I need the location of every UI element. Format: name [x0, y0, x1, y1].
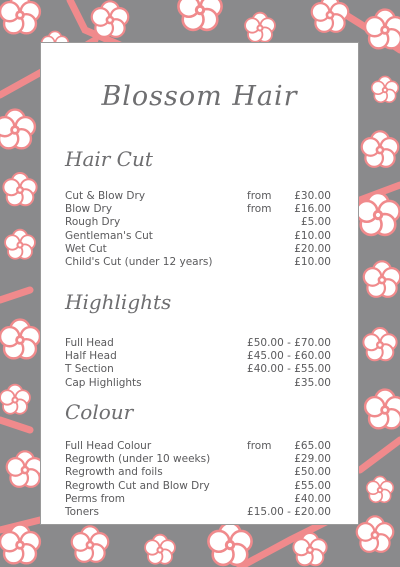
price-row: [65, 230, 331, 243]
section-heading: Colour: [65, 400, 134, 424]
service-name: Cap Highlights: [65, 376, 142, 389]
service-price: £65.00: [294, 440, 331, 452]
service-name: Regrowth and foils: [65, 466, 163, 479]
service-price: £35.00: [294, 376, 331, 389]
service-price: £10.00: [294, 256, 331, 268]
service-name: Regrowth (under 10 weeks): [65, 453, 211, 466]
price-row: [65, 453, 331, 466]
service-name: T Section: [65, 363, 114, 376]
from-label: from: [247, 440, 272, 452]
service-price: £50.00: [294, 466, 331, 479]
service-price: £16.00: [294, 203, 331, 216]
service-price: £40.00 - £55.00: [247, 363, 331, 376]
price-row: [65, 466, 331, 479]
salon-title: Blossom Hair: [101, 81, 298, 112]
price-row: [65, 216, 331, 229]
service-price: £5.00: [300, 216, 331, 229]
service-price: £15.00 - £20.00: [247, 506, 331, 518]
service-name: Cut & Blow Dry: [65, 190, 146, 202]
service-price: £55.00: [294, 479, 331, 492]
price-row: [65, 243, 331, 256]
service-name: Regrowth Cut and Blow Dry: [65, 479, 210, 492]
service-name: Gentleman's Cut: [65, 229, 153, 242]
service-name: Rough Dry: [65, 216, 121, 229]
price-row: [65, 190, 331, 203]
price-row: [65, 350, 331, 363]
price-row: [65, 440, 331, 453]
price-row: [65, 256, 331, 269]
price-row: [65, 203, 331, 216]
service-name: Wet Cut: [65, 242, 107, 255]
service-name: Toners: [65, 506, 99, 518]
price-row: [65, 363, 331, 376]
service-price: £40.00: [294, 492, 331, 505]
price-list-card: [41, 43, 358, 524]
service-price: £20.00: [294, 242, 331, 255]
service-price: £50.00 - £70.00: [247, 337, 331, 349]
price-row: [65, 337, 331, 350]
section-heading: Highlights: [65, 290, 172, 314]
price-row: [65, 480, 331, 493]
price-row: [65, 506, 331, 519]
service-price: £10.00: [294, 229, 331, 242]
service-name: Perms from: [65, 492, 126, 505]
service-name: Full Head: [65, 337, 114, 349]
section-heading: Hair Cut: [65, 147, 153, 171]
service-price: £30.00: [294, 190, 331, 202]
price-row: [65, 493, 331, 506]
from-label: from: [247, 203, 272, 216]
service-price: £45.00 - £60.00: [247, 350, 331, 363]
price-row: [65, 377, 331, 390]
service-price: £29.00: [294, 453, 331, 466]
service-name: Child's Cut (under 12 years): [65, 256, 213, 268]
service-name: Blow Dry: [65, 203, 113, 216]
from-label: from: [247, 190, 272, 202]
service-name: Half Head: [65, 350, 117, 363]
service-name: Full Head Colour: [65, 440, 152, 452]
